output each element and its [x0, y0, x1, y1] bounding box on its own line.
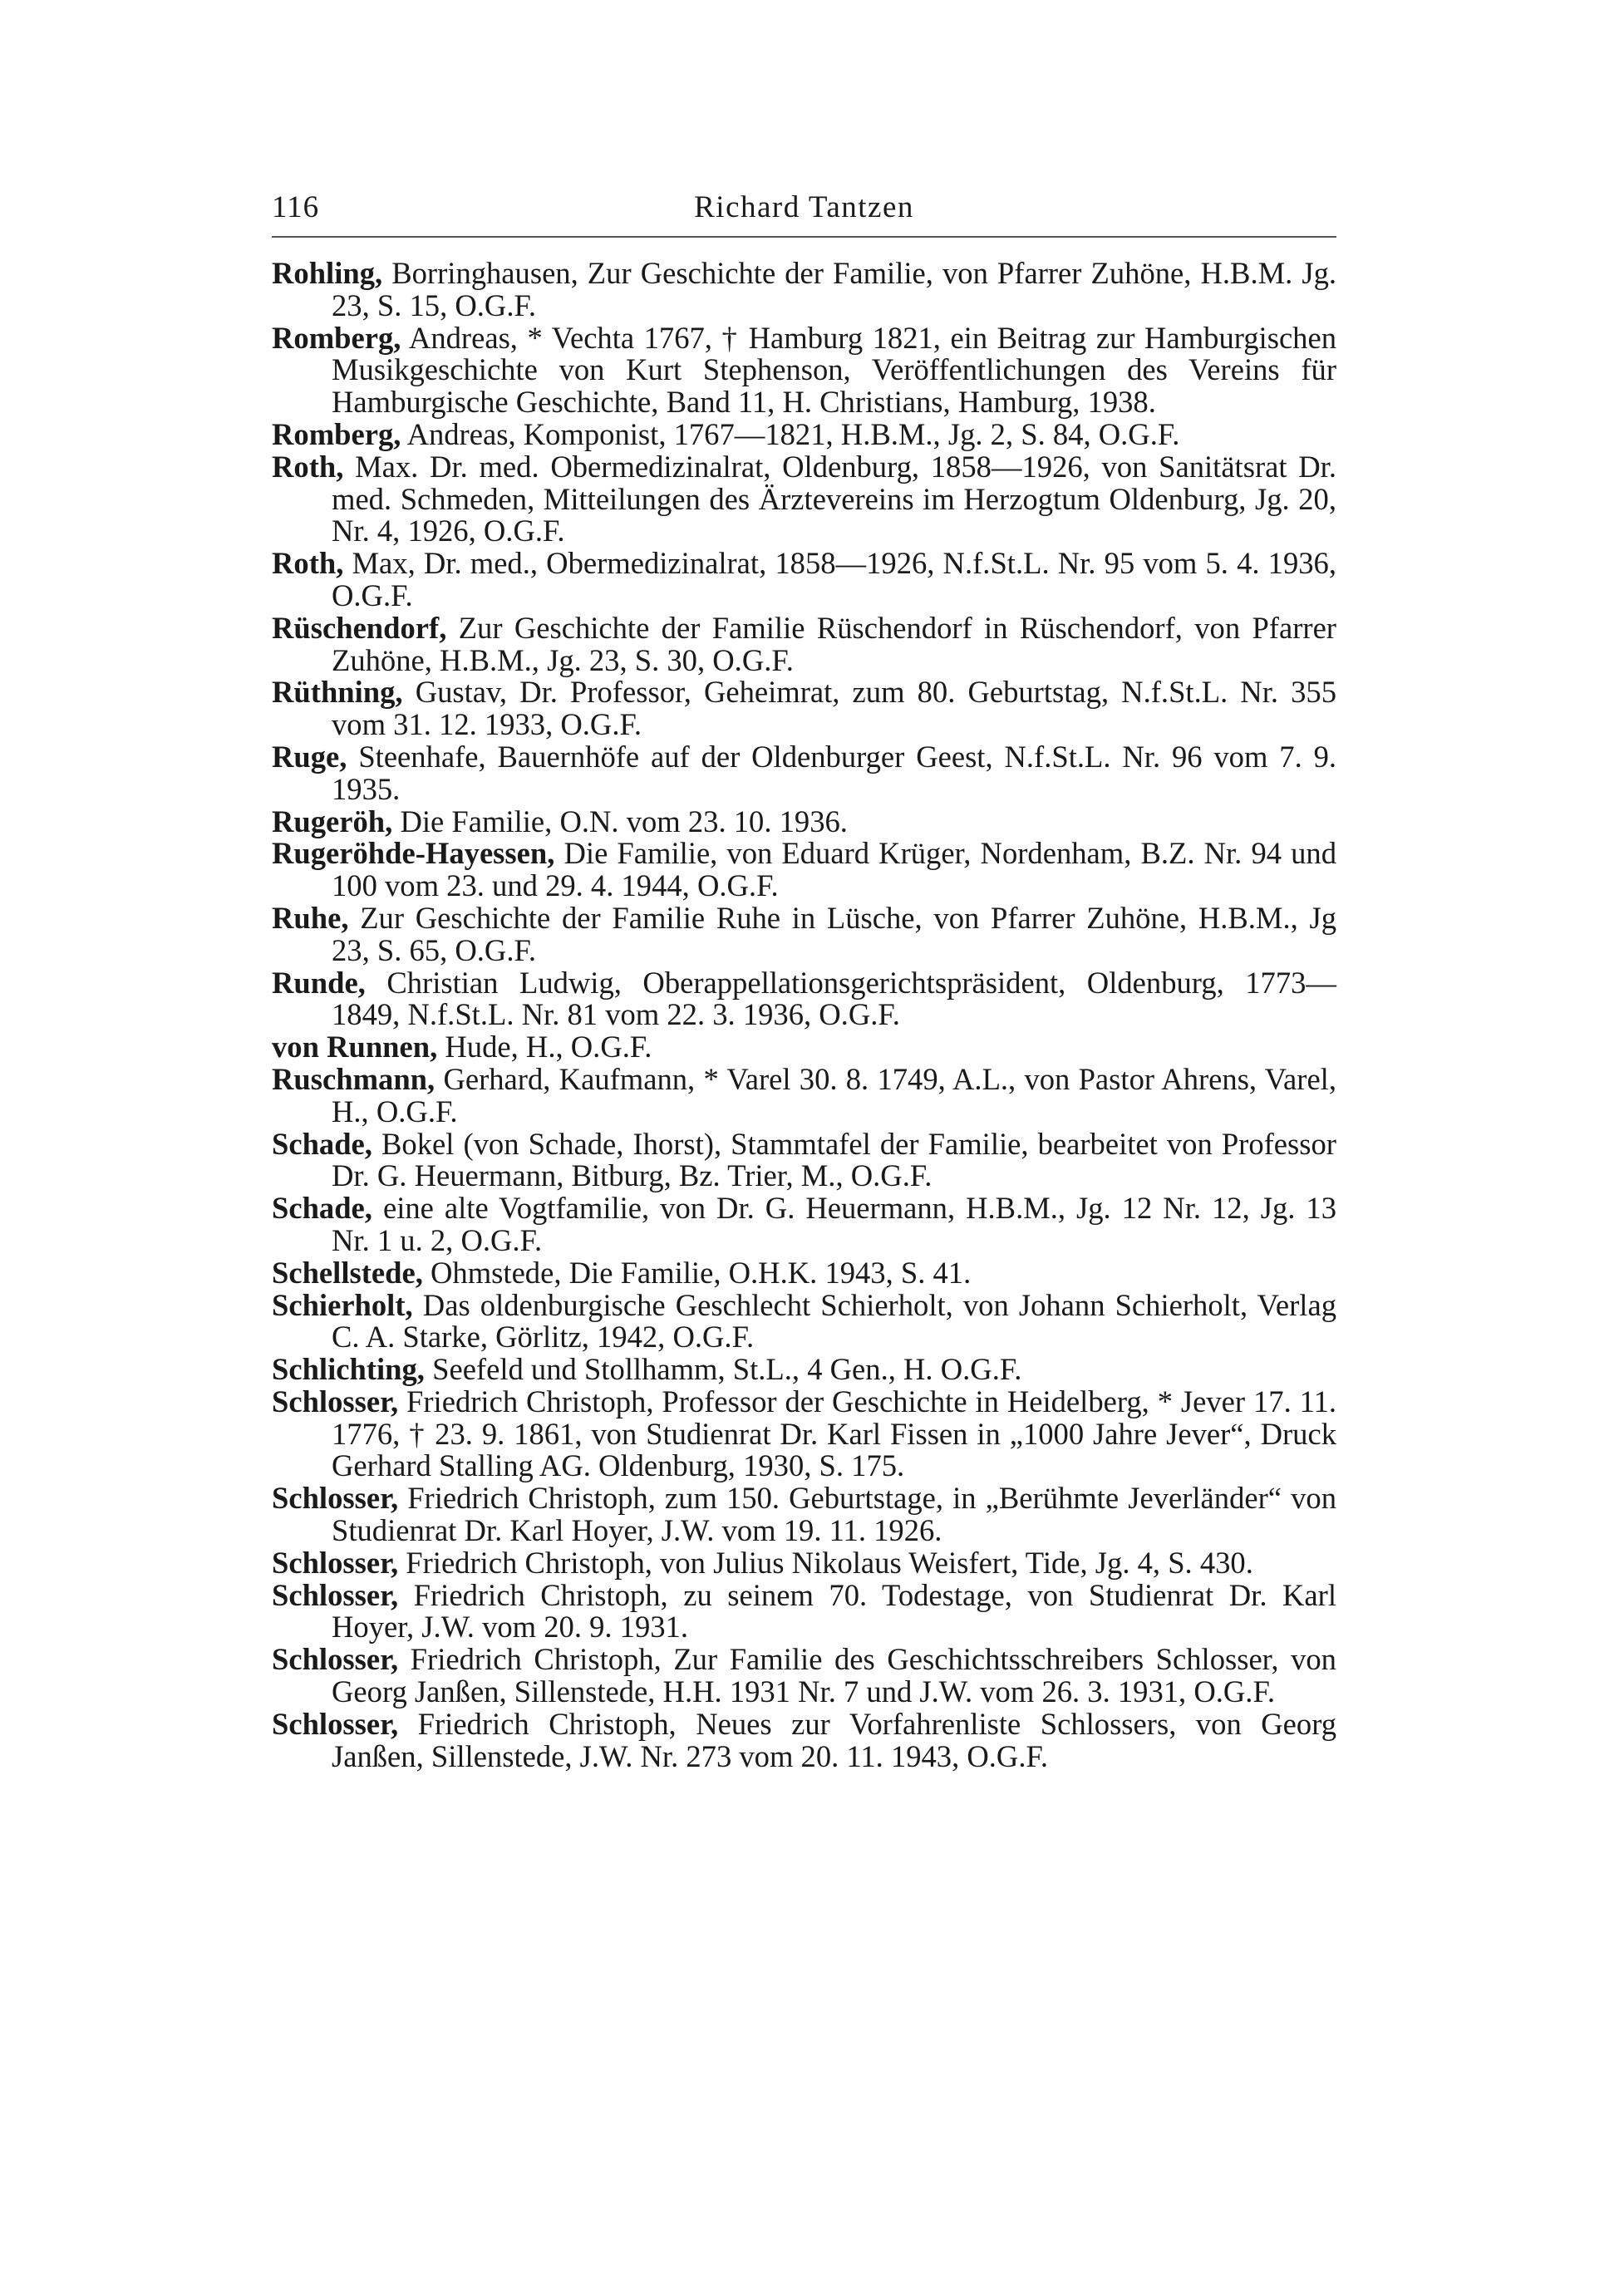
entry-head: Schlosser,	[272, 1481, 399, 1516]
bibliography-entry	[272, 1547, 1336, 1580]
page-number: 116	[272, 190, 320, 224]
entry-text: Ohmstede, Die Familie, O.H.K. 1943, S. 41.	[431, 1255, 972, 1290]
entry-text: Friedrich Christoph, Professor der Geschichte in Heidelberg, * Jever 17. 11. 1776, † 23. 9. 1861, von Studienrat Dr. Karl Fissen in „1000 Jahre Jever“, Druck Gerhard Stalling AG. Oldenburg, 1930, S. 175.	[332, 1384, 1336, 1483]
bibliography-entry	[272, 1031, 1336, 1064]
entry-head: Schellstede,	[272, 1255, 423, 1290]
entry-text: Friedrich Christoph, zu seinem 70. Todestage, von Studienrat Dr. Karl Hoyer, J.W. vom 20. 9. 1931.	[332, 1577, 1336, 1645]
entry-head: Rüschendorf,	[272, 610, 447, 645]
entry-text: Bokel (von Schade, Ihorst), Stammtafel der Familie, bearbeitet von Professor Dr. G. Heuermann, Bitburg, Bz. Trier, M., O.G.F.	[332, 1126, 1336, 1193]
bibliography-entry	[272, 1061, 1336, 1128]
entry-text: Andreas, Komponist, 1767—1821, H.B.M., Jg. 2, S. 84, O.G.F.	[406, 416, 1180, 451]
entry-text: Zur Geschichte der Familie Ruhe in Lüsche, von Pfarrer Zuhöne, H.B.M., Jg 23, S. 65, O.G.F.	[332, 900, 1336, 967]
entry-text: Gerhard, Kaufmann, * Varel 30. 8. 1749, A.L., von Pastor Ahrens, Varel, H., O.G.F.	[332, 1061, 1336, 1128]
bibliography-entry	[272, 1644, 1336, 1708]
bibliography-entry	[272, 1192, 1336, 1257]
running-head: Richard Tantzen	[694, 190, 914, 224]
bibliography-entry	[272, 1354, 1336, 1386]
bibliography-entry	[272, 612, 1336, 677]
entry-head: Schlichting,	[272, 1352, 425, 1387]
entry-head: Roth,	[272, 449, 344, 484]
entry-head: Ruhe,	[272, 900, 349, 935]
bibliography-entry	[272, 1708, 1336, 1773]
entry-head: Roth,	[272, 546, 344, 581]
bibliography-entry	[272, 1386, 1336, 1482]
entry-text: Andreas, * Vechta 1767, † Hamburg 1821, ein Beitrag zur Hamburgischen Musikgeschichte von Kurt Stephenson, Veröffentlichungen des Vereins für Hamburgische Geschichte, Band 11, H. Christians, Hamburg, 1938.	[332, 320, 1336, 420]
bibliography-entry	[272, 838, 1336, 902]
entry-text: Seefeld und Stollhamm, St.L., 4 Gen., H. O.G.F.	[432, 1352, 1022, 1387]
entry-head: Schlosser,	[272, 1642, 399, 1677]
header-rule	[272, 236, 1336, 238]
entry-head: Schade,	[272, 1126, 372, 1161]
entry-head: Romberg,	[272, 416, 401, 451]
bibliography-entry	[272, 1128, 1336, 1193]
entry-text: Zur Geschichte der Familie Rüschendorf in Rüschendorf, von Pfarrer Zuhöne, H.B.M., Jg. 23, S. 30, O.G.F.	[332, 610, 1336, 677]
bibliography-entry	[272, 806, 1336, 838]
entry-text: Das oldenburgische Geschlecht Schierholt, von Johann Schierholt, Verlag C. A. Starke, Görlitz, 1942, O.G.F.	[332, 1287, 1336, 1354]
entry-head: Ruschmann,	[272, 1061, 436, 1096]
bibliography-entry	[272, 1287, 1336, 1354]
entry-head: Rugeröhde-Hayessen,	[272, 836, 555, 871]
bibliography-entry	[272, 416, 1336, 451]
bibliography-entry	[272, 451, 1336, 548]
entry-head: von Runnen,	[272, 1030, 438, 1064]
entry-head: Schlosser,	[272, 1384, 399, 1418]
bibliography-entry	[272, 676, 1336, 741]
entry-text: eine alte Vogtfamilie, von Dr. G. Heuermann, H.B.M., Jg. 12 Nr. 12, Jg. 13 Nr. 1 u. 2, O.G.F.	[332, 1191, 1336, 1257]
bibliography-entry	[272, 1482, 1336, 1547]
entry-text: Die Familie, O.N. vom 23. 10. 1936.	[400, 804, 848, 838]
entry-head: Ruge,	[272, 739, 347, 774]
bibliography-entry	[272, 1577, 1336, 1645]
bibliography-entry	[272, 258, 1336, 322]
entry-head: Rohling,	[272, 256, 383, 290]
entry-text: Friedrich Christoph, zum 150. Geburtstage, in „Berühmte Jeverländer“ von Studienrat Dr. Karl Hoyer, J.W. vom 19. 11. 1926.	[332, 1481, 1336, 1548]
entry-head: Romberg,	[272, 320, 401, 355]
entry-text: Friedrich Christoph, Zur Familie des Geschichtsschreibers Schlosser, von Georg Janßen, Sillenstede, H.H. 1931 Nr. 7 und J.W. vom 26. 3. 1931, O.G.F.	[332, 1642, 1336, 1709]
entry-head: Runde,	[272, 965, 366, 1000]
bibliography-entry	[272, 967, 1336, 1032]
entry-text: Borringhausen, Zur Geschichte der Familie, von Pfarrer Zuhöne, H.B.M. Jg. 23, S. 15, O.G.F.	[332, 256, 1336, 322]
entry-text: Steenhafe, Bauernhöfe auf der Oldenburger Geest, N.f.St.L. Nr. 96 vom 7. 9. 1935.	[332, 739, 1337, 806]
entry-head: Schade,	[272, 1191, 372, 1226]
entry-text: Gustav, Dr. Professor, Geheimrat, zum 80. Geburtstag, N.f.St.L. Nr. 355 vom 31. 12. 1933, O.G.F.	[332, 675, 1336, 742]
entry-text: Friedrich Christoph, Neues zur Vorfahrenliste Schlossers, von Georg Janßen, Sillenstede, J.W. Nr. 273 vom 20. 11. 1943, O.G.F.	[332, 1706, 1336, 1773]
entry-head: Rüthning,	[272, 675, 403, 710]
entry-text: Christian Ludwig, Oberappellationsgerichtspräsident, Oldenburg, 1773—1849, N.f.St.L. Nr. 81 vom 22. 3. 1936, O.G.F.	[332, 965, 1336, 1032]
page-header	[272, 183, 1336, 229]
bibliography-list	[272, 258, 1336, 1772]
entry-text: Max, Dr. med., Obermedizinalrat, 1858—1926, N.f.St.L. Nr. 95 vom 5. 4. 1936, O.G.F.	[332, 546, 1336, 612]
bibliography-entry	[272, 741, 1336, 806]
entry-head: Schierholt,	[272, 1287, 413, 1322]
bibliography-entry	[272, 548, 1336, 612]
entry-head: Schlosser,	[272, 1706, 399, 1741]
entry-text: Die Familie, von Eduard Krüger, Nordenham, B.Z. Nr. 94 und 100 vom 23. und 29. 4. 1944, O.G.F.	[332, 836, 1336, 903]
entry-head: Rugeröh,	[272, 804, 393, 838]
entry-head: Schlosser,	[272, 1545, 399, 1580]
entry-text: Friedrich Christoph, von Julius Nikolaus Weisfert, Tide, Jg. 4, S. 430.	[406, 1545, 1253, 1580]
bibliography-entry	[272, 1257, 1336, 1290]
entry-text: Max. Dr. med. Obermedizinalrat, Oldenburg, 1858—1926, von Sanitätsrat Dr. med. Schmeden, Mitteilungen des Ärztevereins im Herzogtum Oldenburg, Jg. 20, Nr. 4, 1926, O.G.F.	[332, 449, 1336, 548]
entry-text: Hude, H., O.G.F.	[445, 1030, 652, 1064]
bibliography-entry	[272, 902, 1336, 967]
entry-head: Schlosser,	[272, 1577, 399, 1612]
bibliography-entry	[272, 322, 1336, 419]
